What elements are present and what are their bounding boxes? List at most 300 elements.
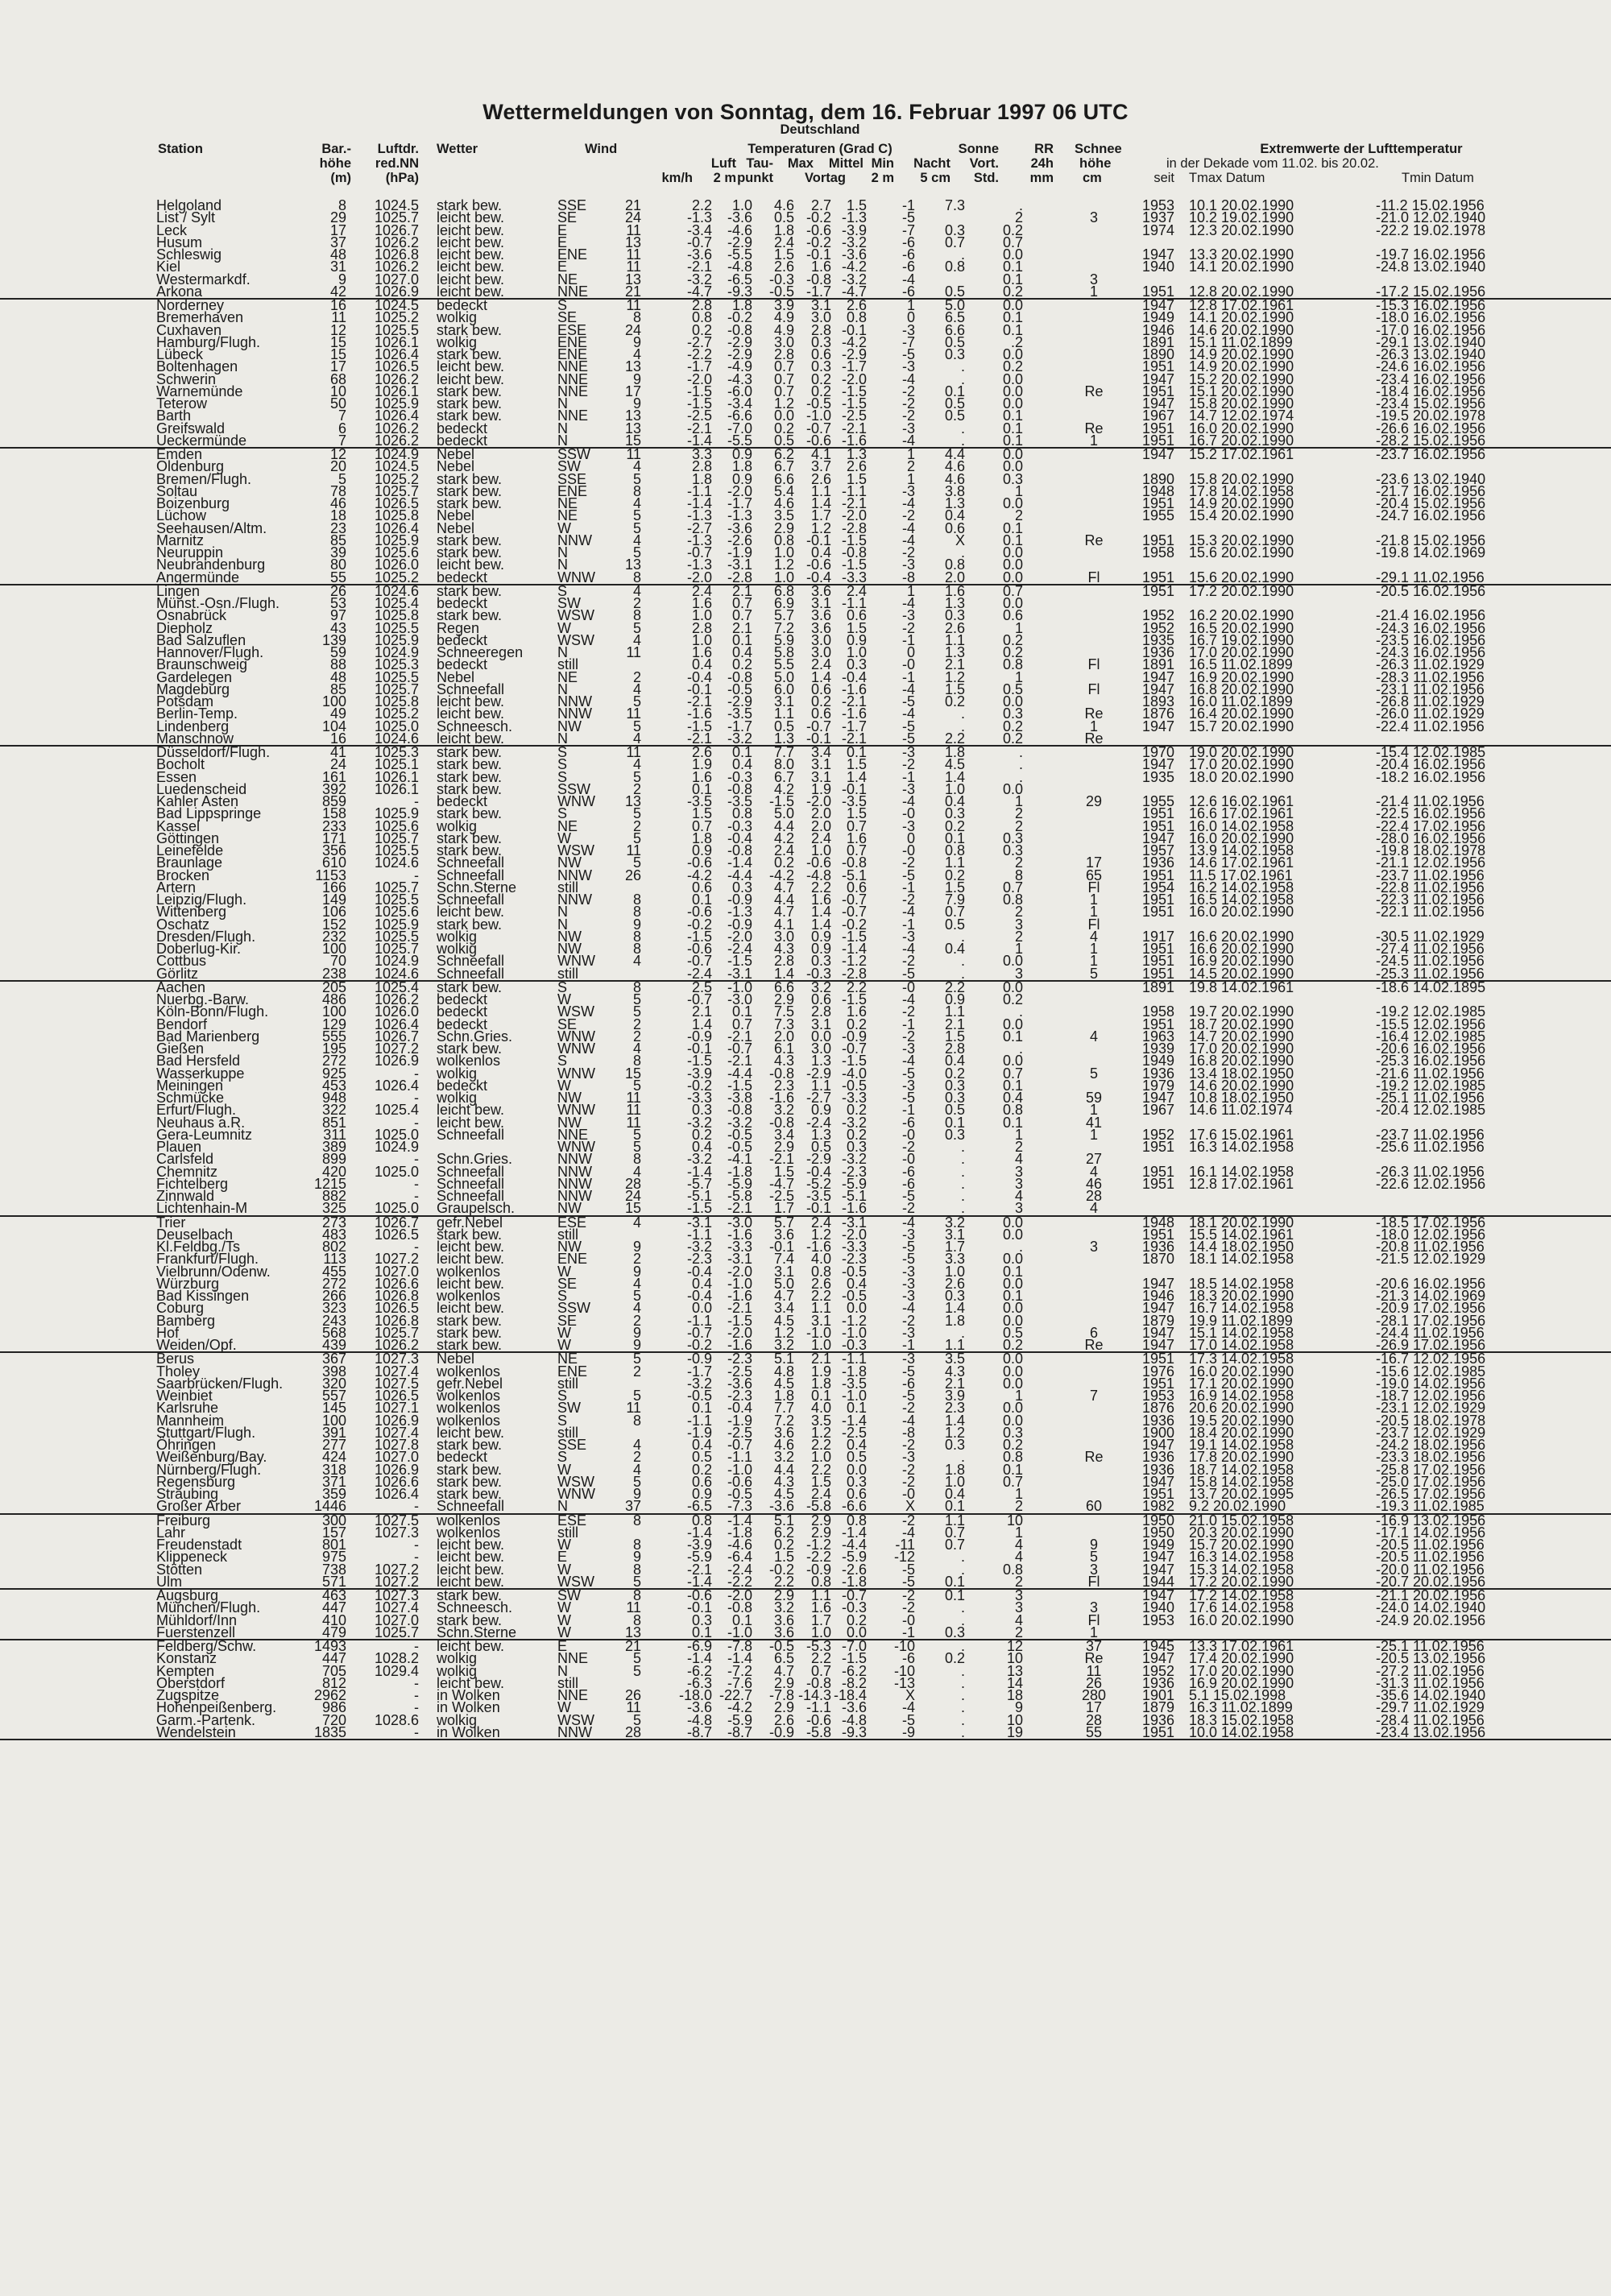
cell-dewpoint: -7.3 bbox=[727, 1498, 752, 1515]
table-row bbox=[0, 1290, 1611, 1302]
cell-min-2m: 1.6 bbox=[846, 829, 867, 846]
cell-pressure: 1025.0 bbox=[374, 1200, 419, 1217]
cell-wind-dir: S bbox=[557, 805, 568, 822]
cell-dewpoint: -0.5 bbox=[727, 681, 752, 697]
cell-mittel: 0.3 bbox=[810, 953, 831, 970]
cell-sunshine: . bbox=[960, 965, 965, 982]
header-nacht: Nacht bbox=[913, 156, 950, 171]
cell-pressure: 1026.9 bbox=[374, 283, 419, 300]
cell-wind-dir: N bbox=[557, 644, 568, 660]
cell-precip: 9 bbox=[1014, 1699, 1023, 1716]
cell-night-5cm: -5 bbox=[901, 1573, 915, 1590]
table-row bbox=[0, 906, 1611, 918]
table-row bbox=[0, 358, 1611, 375]
cell-tmax: 12.8 20.02.1990 bbox=[1189, 283, 1294, 300]
cell-weather: stark bew. bbox=[437, 470, 503, 487]
table-row bbox=[0, 1662, 1611, 1679]
cell-since-year: 1940 bbox=[1141, 1599, 1174, 1616]
cell-sunshine: 0.2 bbox=[944, 817, 965, 834]
table-row bbox=[0, 965, 1611, 982]
cell-night-5cm: -5 bbox=[901, 730, 915, 747]
cell-max-vortag: 4.7 bbox=[773, 879, 794, 896]
cell-precip: 0.0 bbox=[1002, 383, 1023, 399]
cell-max-vortag: 3.2 bbox=[773, 1449, 794, 1466]
header-bar-3: (m) bbox=[330, 171, 351, 185]
cell-tmax: 16.9 20.02.1990 bbox=[1189, 668, 1294, 685]
cell-max-vortag: 0.5 bbox=[773, 209, 794, 226]
cell-since-year: 1950 bbox=[1141, 1524, 1174, 1541]
cell-station-name: Fuerstenzell bbox=[156, 1624, 236, 1640]
cell-min-2m: 0.4 bbox=[846, 1437, 867, 1453]
cell-tmin: -15.6 12.02.1985 bbox=[1376, 1363, 1486, 1380]
cell-max-vortag: 4.4 bbox=[773, 892, 794, 908]
cell-pressure: 1027.4 bbox=[374, 1599, 419, 1616]
cell-night-5cm: -3 bbox=[901, 358, 915, 375]
cell-min-2m: -2.0 bbox=[841, 1226, 867, 1243]
cell-min-2m: -3.6 bbox=[841, 1699, 867, 1716]
header-extremwerte: Extremwerte der Lufttemperatur bbox=[1260, 142, 1463, 156]
cell-dewpoint: -1.8 bbox=[727, 1163, 752, 1180]
cell-tmin: -21.5 12.02.1929 bbox=[1376, 1251, 1486, 1268]
cell-dewpoint: -7.8 bbox=[727, 1638, 752, 1654]
cell-temp-air: -1.5 bbox=[686, 1200, 712, 1217]
cell-night-5cm: -5 bbox=[901, 1388, 915, 1404]
cell-weather: wolkig bbox=[437, 817, 478, 834]
cell-min-2m: 1.5 bbox=[846, 197, 867, 213]
cell-snow: 27 bbox=[1085, 1151, 1103, 1168]
cell-max-vortag: 6.7 bbox=[773, 458, 794, 475]
cell-temp-air: -2.1 bbox=[686, 1561, 712, 1578]
cell-wind-speed: 28 bbox=[624, 1723, 641, 1740]
cell-tmin: -20.4 15.02.1956 bbox=[1376, 495, 1486, 511]
cell-wind-speed: 5 bbox=[632, 1126, 641, 1143]
cell-bar-height: 359 bbox=[321, 1486, 346, 1502]
cell-min-2m: -1.7 bbox=[841, 718, 867, 734]
cell-bar-height: 233 bbox=[321, 817, 346, 834]
cell-since-year: 1970 bbox=[1141, 744, 1174, 760]
cell-precip: . bbox=[1018, 197, 1023, 213]
cell-tmax: 16.2 20.02.1990 bbox=[1189, 607, 1294, 624]
cell-sunshine: 3.5 bbox=[944, 1351, 965, 1367]
cell-night-5cm: -5 bbox=[901, 1239, 915, 1255]
cell-night-5cm: -1 bbox=[901, 1337, 915, 1353]
cell-since-year: 1951 bbox=[1141, 1175, 1174, 1192]
cell-station-name: Bremen/Flugh. bbox=[156, 470, 252, 487]
cell-mittel: 3.0 bbox=[810, 631, 831, 648]
cell-wind-dir: ENE bbox=[557, 1363, 588, 1380]
cell-dewpoint: -0.7 bbox=[727, 1437, 752, 1453]
cell-bar-height: 100 bbox=[321, 1412, 346, 1429]
table-row bbox=[0, 1561, 1611, 1578]
cell-pressure: - bbox=[414, 1699, 419, 1716]
cell-wind-dir: NW bbox=[557, 1114, 582, 1131]
cell-weather: Schneefall bbox=[437, 892, 505, 908]
cell-bar-height: 48 bbox=[329, 246, 346, 263]
cell-precip: 1 bbox=[1014, 793, 1023, 809]
cell-max-vortag: 1.5 bbox=[773, 1163, 794, 1180]
cell-dewpoint: -1.4 bbox=[727, 854, 752, 871]
cell-pressure: 1025.9 bbox=[374, 532, 419, 548]
cell-snow: Re bbox=[1084, 420, 1104, 436]
cell-wind-dir: N bbox=[557, 1498, 568, 1515]
cell-max-vortag: 2.8 bbox=[773, 346, 794, 362]
cell-dewpoint: -8.7 bbox=[727, 1723, 752, 1740]
cell-station-name: Zugspitze bbox=[156, 1687, 220, 1703]
cell-tmax: 15.1 14.02.1958 bbox=[1189, 1324, 1294, 1341]
cell-bar-height: 705 bbox=[321, 1662, 346, 1679]
cell-pressure: 1027.0 bbox=[374, 1263, 419, 1280]
cell-since-year: 1952 bbox=[1141, 607, 1174, 624]
cell-sunshine: . bbox=[960, 246, 965, 263]
cell-station-name: Hamburg/Flugh. bbox=[156, 333, 261, 350]
cell-bar-height: 948 bbox=[321, 1090, 346, 1106]
cell-wind-speed: 2 bbox=[632, 668, 641, 685]
cell-bar-height: 9 bbox=[338, 271, 346, 288]
cell-max-vortag: -4.7 bbox=[768, 1175, 794, 1192]
cell-temp-air: -0.7 bbox=[686, 1324, 712, 1341]
cell-wind-dir: SW bbox=[557, 1400, 581, 1417]
cell-bar-height: 70 bbox=[329, 953, 346, 970]
cell-tmax: 16.2 14.02.1958 bbox=[1189, 879, 1294, 896]
cell-bar-height: 311 bbox=[323, 1126, 346, 1143]
cell-max-vortag: 1.8 bbox=[773, 221, 794, 238]
cell-temp-air: -1.5 bbox=[686, 928, 712, 945]
cell-station-name: Karlsruhe bbox=[156, 1400, 219, 1417]
cell-since-year: 1936 bbox=[1141, 1239, 1174, 1255]
cell-station-name: Nuerbg.-Barw. bbox=[156, 991, 250, 1007]
cell-max-vortag: 4.3 bbox=[773, 1053, 794, 1069]
cell-station-name: Ueckermünde bbox=[156, 432, 247, 449]
cell-night-5cm: -0 bbox=[901, 1126, 915, 1143]
cell-wind-dir: S bbox=[557, 1449, 568, 1466]
cell-station-name: Brocken bbox=[156, 867, 210, 883]
cell-wind-speed: 13 bbox=[624, 407, 641, 424]
cell-weather: leicht bew. bbox=[437, 259, 505, 275]
cell-max-vortag: 5.9 bbox=[773, 631, 794, 648]
cell-temp-air: -0.1 bbox=[686, 1599, 712, 1616]
cell-min-2m: -1.0 bbox=[841, 1324, 867, 1341]
cell-temp-air: -8.7 bbox=[686, 1723, 712, 1740]
cell-station-name: Würzburg bbox=[156, 1275, 220, 1292]
cell-pressure: 1025.5 bbox=[374, 842, 419, 858]
cell-since-year: 1948 bbox=[1141, 482, 1174, 499]
cell-tmax: 9.2 20.02.1990 bbox=[1189, 1498, 1286, 1515]
cell-weather: leicht bew. bbox=[437, 370, 505, 387]
cell-precip: 0.0 bbox=[1002, 1351, 1023, 1367]
cell-precip: 2 bbox=[1014, 805, 1023, 822]
cell-since-year: 1951 bbox=[1141, 358, 1174, 375]
cell-station-name: Frankfurt/Flugh. bbox=[156, 1251, 259, 1268]
cell-max-vortag: -0.8 bbox=[768, 1065, 794, 1082]
cell-sunshine: 6.5 bbox=[944, 309, 965, 326]
cell-wind-dir: WSW bbox=[557, 607, 594, 624]
cell-max-vortag: 4.3 bbox=[773, 941, 794, 957]
cell-tmax: 18.1 20.02.1990 bbox=[1189, 1214, 1294, 1231]
cell-station-name: Braunschweig bbox=[156, 656, 248, 673]
cell-wind-speed: 13 bbox=[624, 556, 641, 573]
cell-min-2m: -0.1 bbox=[841, 321, 867, 338]
cell-night-5cm: -4 bbox=[901, 705, 915, 722]
cell-min-2m: -4.2 bbox=[841, 333, 867, 350]
cell-tmax: 14.6 17.02.1961 bbox=[1189, 854, 1294, 871]
cell-temp-air: -1.5 bbox=[686, 718, 712, 734]
header-kmh: km/h bbox=[661, 171, 693, 185]
cell-max-vortag: 2.9 bbox=[773, 1699, 794, 1716]
cell-temp-air: -1.4 bbox=[686, 1163, 712, 1180]
cell-bar-height: 50 bbox=[329, 395, 346, 412]
cell-snow: 3 bbox=[1089, 209, 1098, 226]
cell-night-5cm: -2 bbox=[901, 544, 915, 561]
cell-weather: leicht bew. bbox=[437, 1561, 505, 1578]
cell-mittel: 0.6 bbox=[810, 705, 831, 722]
cell-sunshine: 1.8 bbox=[944, 744, 965, 760]
cell-weather: Graupelsch. bbox=[437, 1200, 516, 1217]
cell-min-2m: -4.4 bbox=[841, 1537, 867, 1553]
cell-wind-dir: SE bbox=[557, 1016, 578, 1032]
cell-night-5cm: -3 bbox=[901, 780, 915, 797]
cell-pressure: 1025.5 bbox=[374, 619, 419, 636]
cell-snow: 28 bbox=[1085, 1711, 1103, 1728]
cell-dewpoint: 1.0 bbox=[731, 197, 752, 213]
cell-station-name: Bad Hersfeld bbox=[156, 1053, 241, 1069]
cell-sunshine: 0.7 bbox=[944, 1524, 965, 1541]
cell-precip: 1 bbox=[1014, 1524, 1023, 1541]
cell-temp-air: -2.0 bbox=[686, 569, 712, 585]
cell-bar-height: 10 bbox=[329, 383, 346, 399]
table-row bbox=[0, 556, 1611, 573]
cell-mittel: 2.2 bbox=[810, 879, 831, 896]
cell-sunshine: 0.1 bbox=[944, 829, 965, 846]
cell-station-name: Stuttgart/Flugh. bbox=[156, 1424, 256, 1441]
cell-since-year: 1952 bbox=[1141, 1126, 1174, 1143]
cell-precip: 0.7 bbox=[1002, 582, 1023, 599]
cell-precip: 0.3 bbox=[1002, 829, 1023, 846]
cell-temp-air: 1.6 bbox=[691, 595, 712, 611]
cell-snow: 65 bbox=[1085, 867, 1103, 883]
table-row bbox=[0, 1126, 1611, 1143]
cell-dewpoint: -1.0 bbox=[727, 1275, 752, 1292]
cell-snow: 5 bbox=[1089, 1549, 1098, 1566]
cell-weather: wolkig bbox=[437, 333, 478, 350]
cell-wind-dir: NNW bbox=[557, 1188, 592, 1204]
cell-max-vortag: 3.9 bbox=[773, 297, 794, 313]
cell-tmax: 16.9 14.02.1958 bbox=[1189, 1388, 1294, 1404]
cell-mittel: -0.8 bbox=[806, 271, 831, 288]
cell-since-year: 1952 bbox=[1141, 1662, 1174, 1679]
cell-since-year: 1967 bbox=[1141, 407, 1174, 424]
cell-max-vortag: 2.6 bbox=[773, 259, 794, 275]
cell-mittel: 0.2 bbox=[810, 370, 831, 387]
cell-bar-height: 323 bbox=[321, 1300, 346, 1317]
cell-temp-air: 1.8 bbox=[691, 829, 712, 846]
cell-bar-height: 29 bbox=[329, 209, 346, 226]
cell-since-year: 1951 bbox=[1141, 432, 1174, 449]
cell-min-2m: 2.4 bbox=[846, 582, 867, 599]
cell-pressure: 1025.9 bbox=[374, 805, 419, 822]
cell-bar-height: 59 bbox=[329, 644, 346, 660]
cell-min-2m: -1.4 bbox=[841, 1412, 867, 1429]
cell-since-year: 1876 bbox=[1141, 705, 1174, 722]
cell-precip: 19 bbox=[1006, 1723, 1023, 1740]
cell-temp-air: -6.9 bbox=[686, 1638, 712, 1654]
cell-since-year: 1947 bbox=[1141, 668, 1174, 685]
cell-mittel: -5.3 bbox=[806, 1638, 831, 1654]
cell-wind-speed: 8 bbox=[632, 1151, 641, 1168]
cell-bar-height: 273 bbox=[321, 1214, 346, 1231]
cell-wind-speed: 9 bbox=[632, 1549, 641, 1566]
cell-min-2m: -1.1 bbox=[841, 595, 867, 611]
cell-sunshine: 0.8 bbox=[944, 842, 965, 858]
cell-bar-height: 851 bbox=[321, 1114, 346, 1131]
cell-since-year: 1954 bbox=[1141, 879, 1174, 896]
cell-wind-speed: 2 bbox=[632, 1016, 641, 1032]
cell-weather: Schneesch. bbox=[437, 718, 513, 734]
cell-tmin: -30.5 11.02.1929 bbox=[1376, 928, 1485, 945]
cell-temp-air: -3.2 bbox=[686, 1375, 712, 1392]
cell-temp-air: -2.4 bbox=[686, 965, 712, 982]
cell-tmin: -22.6 12.02.1956 bbox=[1376, 1175, 1486, 1192]
cell-dewpoint: -3.8 bbox=[727, 1090, 752, 1106]
cell-mittel: -2.7 bbox=[806, 1090, 831, 1106]
cell-bar-height: 16 bbox=[329, 730, 346, 747]
cell-pressure: 1026.9 bbox=[374, 1461, 419, 1478]
cell-weather: gefr.Nebel bbox=[437, 1375, 503, 1392]
cell-tmax: 12.3 20.02.1990 bbox=[1189, 221, 1294, 238]
cell-tmin: -24.3 16.02.1956 bbox=[1376, 619, 1486, 636]
cell-station-name: Neubrandenburg bbox=[156, 556, 266, 573]
cell-dewpoint: -2.4 bbox=[727, 1561, 752, 1578]
cell-pressure: 1025.9 bbox=[374, 395, 419, 412]
cell-temp-air: -6.3 bbox=[686, 1674, 712, 1691]
cell-wind-dir: S bbox=[557, 744, 568, 760]
cell-max-vortag: 0.7 bbox=[773, 358, 794, 375]
cell-precip: 0.2 bbox=[1002, 631, 1023, 648]
cell-night-5cm: -2 bbox=[901, 1400, 915, 1417]
cell-dewpoint: -3.0 bbox=[727, 1214, 752, 1231]
cell-dewpoint: -0.7 bbox=[727, 1040, 752, 1057]
cell-station-name: Augsburg bbox=[156, 1587, 219, 1603]
cell-max-vortag: 0.2 bbox=[773, 854, 794, 871]
cell-bar-height: 149 bbox=[321, 892, 346, 908]
cell-sunshine: 1.4 bbox=[944, 1300, 965, 1317]
cell-max-vortag: 1.0 bbox=[773, 569, 794, 585]
cell-since-year: 1935 bbox=[1141, 768, 1174, 785]
cell-max-vortag: -4.2 bbox=[768, 867, 794, 883]
cell-temp-air: -1.5 bbox=[686, 383, 712, 399]
cell-min-2m: -3.6 bbox=[841, 246, 867, 263]
cell-wind-speed: 2 bbox=[632, 1449, 641, 1466]
cell-min-2m: -6.2 bbox=[841, 1662, 867, 1679]
cell-night-5cm: 1 bbox=[906, 446, 915, 462]
cell-wind-dir: NNW bbox=[557, 1151, 592, 1168]
cell-wind-speed: 9 bbox=[632, 916, 641, 933]
cell-bar-height: 104 bbox=[321, 718, 346, 734]
cell-bar-height: 6 bbox=[338, 420, 346, 436]
cell-temp-air: 1.4 bbox=[691, 1016, 712, 1032]
cell-bar-height: 55 bbox=[329, 569, 346, 585]
cell-night-5cm: -3 bbox=[901, 1351, 915, 1367]
cell-tmax: 16.6 20.02.1990 bbox=[1189, 941, 1294, 957]
cell-precip: 4 bbox=[1014, 1537, 1023, 1553]
cell-pressure: 1026.8 bbox=[374, 1288, 419, 1304]
header-bar-1: Bar.- bbox=[321, 142, 351, 156]
cell-sunshine: . bbox=[960, 1139, 965, 1155]
cell-since-year: 1947 bbox=[1141, 718, 1174, 734]
cell-precip: 3 bbox=[1014, 1175, 1023, 1192]
cell-sunshine: 0.4 bbox=[944, 1053, 965, 1069]
cell-wind-speed: 4 bbox=[632, 756, 641, 773]
cell-since-year: 1947 bbox=[1141, 756, 1174, 773]
station-group bbox=[0, 978, 1611, 1217]
cell-snow: Fl bbox=[1087, 681, 1100, 697]
table-row bbox=[0, 1226, 1611, 1243]
cell-bar-height: 53 bbox=[329, 595, 346, 611]
cell-pressure: 1027.2 bbox=[374, 1561, 419, 1578]
table-row bbox=[0, 656, 1611, 673]
cell-wind-speed: 4 bbox=[632, 532, 641, 548]
cell-tmin: -26.5 17.02.1956 bbox=[1376, 1486, 1486, 1502]
cell-pressure: 1024.9 bbox=[374, 953, 419, 970]
cell-wind-speed: 24 bbox=[624, 321, 641, 338]
cell-wind-dir: W bbox=[557, 1263, 571, 1280]
cell-precip: 0.1 bbox=[1002, 532, 1023, 548]
cell-dewpoint: -3.1 bbox=[727, 1251, 752, 1268]
table-row bbox=[0, 730, 1611, 747]
cell-max-vortag: 5.1 bbox=[773, 1351, 794, 1367]
cell-mittel: -0.1 bbox=[806, 730, 831, 747]
cell-pressure: 1025.9 bbox=[374, 916, 419, 933]
cell-station-name: Cottbus bbox=[156, 953, 207, 970]
header-temperaturen: Temperaturen (Grad C) bbox=[748, 142, 892, 156]
cell-station-name: Greifswald bbox=[156, 420, 226, 436]
cell-tmax: 18.3 15.02.1958 bbox=[1189, 1711, 1294, 1728]
cell-sunshine: 0.4 bbox=[944, 1486, 965, 1502]
header-dekade: in der Dekade vom 11.02. bis 20.02. bbox=[1166, 156, 1379, 171]
cell-sunshine: . bbox=[960, 1175, 965, 1192]
cell-since-year: 1951 bbox=[1141, 965, 1174, 982]
cell-tmin: -22.5 16.02.1956 bbox=[1376, 805, 1486, 822]
cell-station-name: Westermarkdf. bbox=[156, 271, 251, 288]
cell-tmin: -23.3 18.02.1956 bbox=[1376, 1449, 1486, 1466]
cell-bar-height: 453 bbox=[321, 1077, 346, 1094]
cell-bar-height: 49 bbox=[329, 705, 346, 722]
cell-temp-air: -4.7 bbox=[686, 283, 712, 300]
cell-wind-dir: N bbox=[557, 556, 568, 573]
cell-precip: 1 bbox=[1014, 1388, 1023, 1404]
cell-mittel: 3.6 bbox=[810, 582, 831, 599]
cell-night-5cm: -4 bbox=[901, 1053, 915, 1069]
table-row bbox=[0, 1028, 1611, 1045]
cell-max-vortag: 4.5 bbox=[773, 1312, 794, 1329]
cell-weather: Schneefall bbox=[437, 1188, 505, 1204]
cell-dewpoint: -2.0 bbox=[727, 1263, 752, 1280]
cell-night-5cm: -2 bbox=[901, 407, 915, 424]
cell-tmin: -17.2 15.02.1956 bbox=[1376, 283, 1486, 300]
header-luftdruck-1: Luftdr. bbox=[377, 142, 419, 156]
cell-precip: 3 bbox=[1014, 916, 1023, 933]
cell-max-vortag: 2.9 bbox=[773, 1587, 794, 1603]
cell-night-5cm: -6 bbox=[901, 1650, 915, 1667]
cell-mittel: 2.6 bbox=[810, 1275, 831, 1292]
cell-dewpoint: -2.0 bbox=[727, 928, 752, 945]
cell-tmin: -26.0 11.02.1929 bbox=[1376, 705, 1485, 722]
cell-precip: 0.1 bbox=[1002, 1288, 1023, 1304]
cell-bar-height: 300 bbox=[321, 1512, 346, 1529]
cell-temp-air: -2.1 bbox=[686, 420, 712, 436]
cell-mittel: -0.1 bbox=[806, 1200, 831, 1217]
cell-max-vortag: 4.8 bbox=[773, 1363, 794, 1380]
cell-wind-dir: W bbox=[557, 1561, 571, 1578]
